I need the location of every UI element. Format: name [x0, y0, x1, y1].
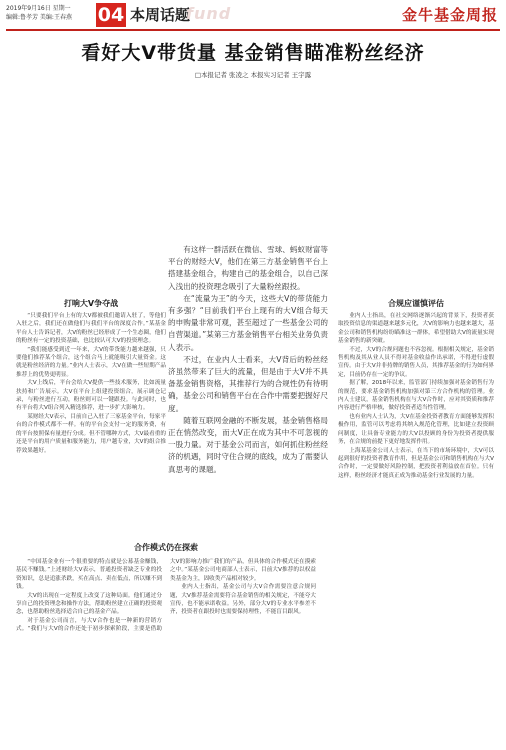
body-paragraph: 大V上线后，平台会给大V提供一些技术服务，比如流量扶持和广告展示。大V在平台上组建投资组合，展示调仓记录，与粉丝进行互动，粉丝则可以一键跟投。与此同时，也有平台将大V组合列入精选推荐，进一步扩大影响力。: [16, 380, 166, 412]
body-paragraph: 不过，大V的合规问题也不容忽视。根据相关规定，基金销售机构及其从业人员不得对基金收益作出承诺，不得进行虚假宣传。由于大V并非持牌的销售人员，其推荐基金的行为如何界定，目前仍存在一定的争议。: [338, 346, 494, 378]
issue-meta: [6, 4, 72, 22]
body-paragraph: 业内人士指出，在社交网络逐渐兴起的背景下，投资者获取投资信息的渠道越来越多元化，大V的影响力也越来越大，基金公司和销售机构纷纷瞄准这一群体，希望借助大V的流量实现基金销售的新突破。: [338, 313, 494, 345]
body-paragraph: 业内人士指出，基金公司与大V合作需要注意合规问题，大V推荐基金需要符合基金销售的相关规定，不能夸大宣传，也不能承诺收益。另外，部分大V的专业水平参差不齐，投资者在跟投时也需要保持理性，不能盲目跟风。: [170, 584, 316, 616]
callout-paragraph: 随着互联网金融的不断发展，基金销售格局正在悄然改变，而大V正在成为其中不可忽视的一股力量。对于基金公司而言，如何抓住粉丝经济的机遇，同时守住合规的底线，成为了需要认真思考的课题。: [168, 415, 328, 474]
section-body-3: [338, 312, 494, 744]
body-paragraph: 大V的出现在一定程度上改变了这种局面。他们通过分享自己的投资理念和操作方法，帮助粉丝建立正确的投资观念，也帮助粉丝选择适合自己的基金产品。: [16, 592, 162, 616]
header-rule: [6, 29, 500, 31]
body-paragraph: 对于基金公司而言，与大V合作也是一种新的营销方式。“我们与大V的合作还处于初步探索阶段，主要是借助大V的影响力推广我们的产品，但具体的合作模式还在摸索之中。”某基金公司电商部人士表示，目前大V推荐的以权益类基金为主，固收类产品相对较少。: [16, 559, 316, 633]
byline: □本报记者 张凌之 本报实习记者 王宇露: [194, 71, 312, 79]
body-paragraph: 据了解，2018年以来，监管部门持续加强对基金销售行为的规范，要求基金销售机构加强对第三方合作机构的管理。业内人士建议，基金销售机构在与大V合作时，应对其资质和推荐内容进行严格审核，做好投资者适当性管理。: [338, 380, 494, 412]
section-watermark: fund: [186, 4, 232, 23]
newspaper-brand: 金牛基金周报: [401, 6, 498, 24]
headline: 看好大V带货量 基金销售瞄准粉丝经济: [81, 42, 425, 64]
editor-credits: 编辑:鲁孝芳 美编:王春燕: [6, 14, 72, 21]
body-paragraph: 上海某基金公司人士表示，在当下的市场环境中，大V可以起到很好的投资者教育作用，但是基金公司和销售机构在与大V合作时，一定要做好风险控制，把投资者利益放在首位。只有这样，粉丝经济才能真正成为推动基金行业发展的力量。: [338, 447, 494, 479]
body-paragraph: 也有业内人士认为，大V在基金投资者教育方面能够发挥积极作用，监管可以考虑将其纳入规范化管理，比如建立投资顾问制度，让具备专业能力的大V以投顾的身份为投资者提供服务，在合规的前提下更好地发挥作用。: [338, 413, 494, 446]
section-title: 本周话题: [130, 6, 191, 24]
section-heading-2: 合作模式仍在探索: [134, 543, 198, 552]
section-body-2: [16, 558, 316, 744]
lead-callout: [168, 244, 328, 574]
body-paragraph: 某财经大V表示，目前自己入驻了三家基金平台，每家平台的合作模式都不一样。有的平台会支付一定的服务费，有的平台按照保有量进行分成。但不管哪种方式，大V最看重的还是平台的用户质量和服务能力，用户越专业，大V的组合推荐效果越好。: [16, 413, 166, 454]
body-paragraph: “只要我们平台上有的大V都被我们邀请入驻了，等他们入驻之后，我们还在做他们与我们平台的深度合作。”某基金平台人士告诉记者，大V的粉丝已经形成了一个生态圈，他们的粉丝有一定的投资基础，也比较认可大V的投资理念。: [16, 313, 166, 345]
body-paragraph: “我们能感受到近一年来，大V的带货能力越来越强，只要他们推荐某个组合，这个组合马上就能吸引大量资金。这就是粉丝经济的力量。”业内人士表示，大V在做一些短期产品推荐上的优势更明显。: [16, 346, 166, 378]
callout-paragraph: 在“流量为王”的今天，这些大V的带货能力有多强？“目前我们平台上现有的大V组合每天的申购量非常可观，甚至超过了一些基金公司的自营渠道。”某第三方基金销售平台相关业务负责人表示。: [168, 293, 328, 352]
callout-paragraph: 有这样一群活跃在微信、雪球、蚂蚁财富等平台的财经大V，他们在第三方基金销售平台上搭建基金组合，构建自己的基金组合，以自己深入浅出的投资理念吸引了大量粉丝跟投。: [168, 245, 328, 291]
body-paragraph: “中国基金业有一个很重要的特点就是公募基金赚钱，基民不赚钱。”上述财经大V表示，普通投资者缺乏专业的投资知识，总是追涨杀跌，买在高点、卖在低点，所以赚不到钱。: [16, 559, 162, 591]
callout-paragraph: 不过，在业内人士看来，大V背后的粉丝经济虽然带来了巨大的流量，但是由于大V并不具备基金销售资格，其推荐行为的合规性仍有待明确，基金公司和销售平台在合作中需要把握好尺度。: [168, 354, 328, 413]
issue-date: 2019年9月16日 星期一: [6, 5, 71, 12]
section-body-1: [16, 312, 166, 527]
section-heading-1: 打响大V争夺战: [63, 299, 119, 308]
page-header: [0, 0, 506, 36]
section-heading-3: 合规应谨慎评估: [388, 299, 444, 308]
page-number: 04: [97, 4, 125, 26]
